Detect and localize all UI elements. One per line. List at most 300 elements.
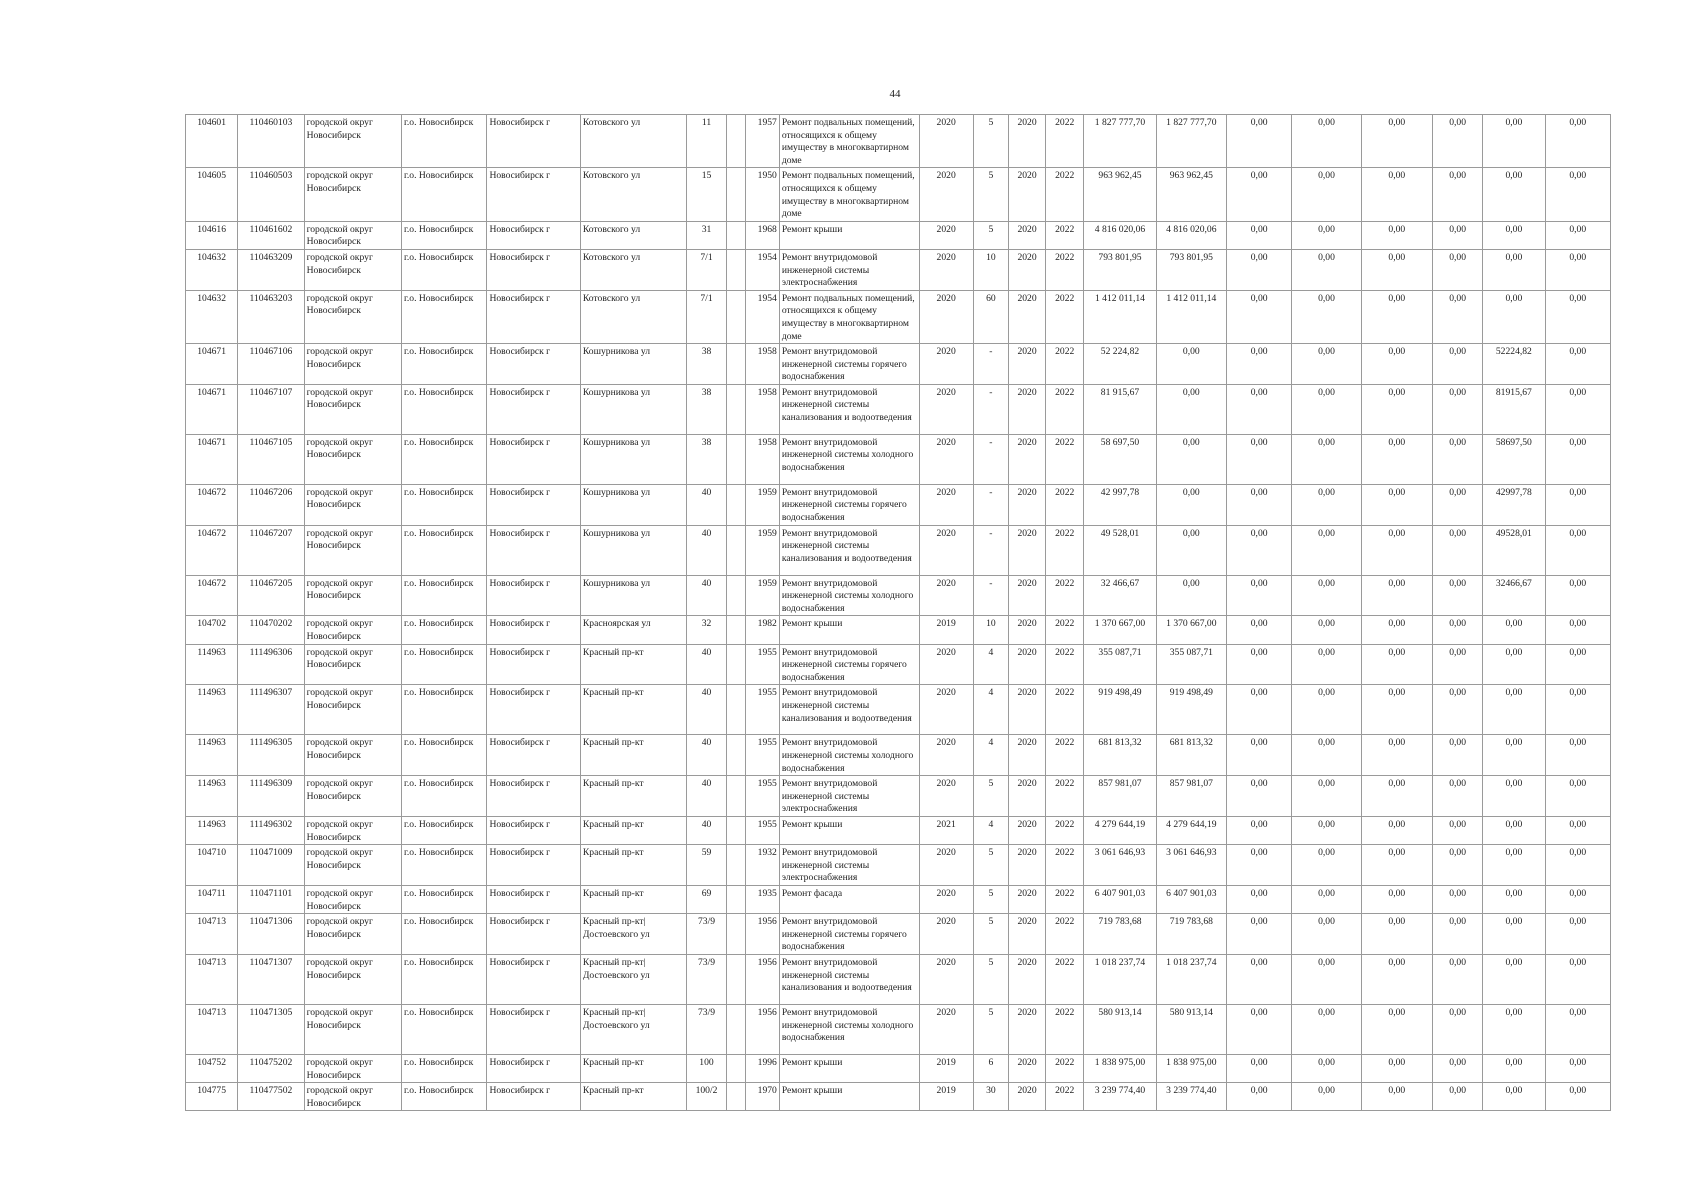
work-type-cell: Ремонт внутридомовой инженерной системы холодного водоснабжения <box>779 735 919 776</box>
work-id-cell: 111496307 <box>238 685 304 735</box>
work-id-cell: 110461602 <box>238 221 304 249</box>
district-cell: городской округ Новосибирск <box>304 914 401 955</box>
building-cell <box>726 616 745 644</box>
locality-cell: Новосибирск г <box>487 616 580 644</box>
table-row <box>186 290 1611 343</box>
year-built-cell: 1982 <box>745 616 779 644</box>
federal-cost-cell: 0,00 <box>1227 1083 1292 1111</box>
inspection-year-cell: 2020 <box>919 221 973 249</box>
federal-cost-cell: 0,00 <box>1227 616 1292 644</box>
year-built-cell: 1935 <box>745 885 779 913</box>
work-type-cell: Ремонт внутридомовой инженерной системы канализования и водоотведения <box>779 384 919 434</box>
start-year-cell: 2020 <box>1008 885 1045 913</box>
table-row <box>186 954 1611 1004</box>
wear-cell: 5 <box>973 885 1008 913</box>
street-cell: Красный пр-кт <box>580 1054 687 1082</box>
work-id-cell: 111496306 <box>238 644 304 685</box>
wear-cell: - <box>973 434 1008 484</box>
street-cell: Кошурникова ул <box>580 434 687 484</box>
regional-cost-cell: 0,00 <box>1292 616 1361 644</box>
owner-cost-cell: 0,00 <box>1432 685 1482 735</box>
street-cell: Красный пр-кт| Достоевского ул <box>580 1004 687 1054</box>
local-cost-cell: 0,00 <box>1361 776 1432 817</box>
work-type-cell: Ремонт внутридомовой инженерной системы электроснабжения <box>779 776 919 817</box>
start-year-cell: 2020 <box>1008 221 1045 249</box>
regional-cost-cell: 0,00 <box>1292 776 1361 817</box>
locality-cell: Новосибирск г <box>487 685 580 735</box>
reserve-cost-cell: 0,00 <box>1545 1004 1610 1054</box>
inspection-year-cell: 2020 <box>919 644 973 685</box>
end-year-cell: 2022 <box>1046 914 1084 955</box>
other-cost-cell: 32466,67 <box>1483 575 1545 616</box>
street-cell: Красный пр-кт <box>580 735 687 776</box>
work-id-cell: 110467207 <box>238 525 304 575</box>
inspection-year-cell: 2020 <box>919 115 973 168</box>
locality-cell: Новосибирск г <box>487 344 580 385</box>
regional-cost-cell: 0,00 <box>1292 1083 1361 1111</box>
fund-cost-cell: 0,00 <box>1156 384 1226 434</box>
house-number-cell: 73/9 <box>687 954 726 1004</box>
fund-cost-cell: 0,00 <box>1156 344 1226 385</box>
other-cost-cell: 0,00 <box>1483 845 1545 886</box>
wear-cell: 4 <box>973 685 1008 735</box>
object-id-cell: 104752 <box>186 1054 238 1082</box>
street-cell: Кошурникова ул <box>580 484 687 525</box>
object-id-cell: 114963 <box>186 776 238 817</box>
owner-cost-cell: 0,00 <box>1432 776 1482 817</box>
street-cell: Кошурникова ул <box>580 525 687 575</box>
street-cell: Котовского ул <box>580 290 687 343</box>
district-cell: городской округ Новосибирск <box>304 685 401 735</box>
building-cell <box>726 776 745 817</box>
end-year-cell: 2022 <box>1046 344 1084 385</box>
end-year-cell: 2022 <box>1046 1083 1084 1111</box>
local-cost-cell: 0,00 <box>1361 484 1432 525</box>
wear-cell: - <box>973 344 1008 385</box>
federal-cost-cell: 0,00 <box>1227 344 1292 385</box>
total-cost-cell: 1 827 777,70 <box>1084 115 1156 168</box>
district-cell: городской округ Новосибирск <box>304 885 401 913</box>
local-cost-cell: 0,00 <box>1361 115 1432 168</box>
object-id-cell: 104605 <box>186 168 238 221</box>
start-year-cell: 2020 <box>1008 115 1045 168</box>
wear-cell: 5 <box>973 1004 1008 1054</box>
municipality-cell: г.о. Новосибирск <box>402 816 487 844</box>
house-number-cell: 69 <box>687 885 726 913</box>
locality-cell: Новосибирск г <box>487 168 580 221</box>
house-number-cell: 7/1 <box>687 290 726 343</box>
local-cost-cell: 0,00 <box>1361 914 1432 955</box>
fund-cost-cell: 1 018 237,74 <box>1156 954 1226 1004</box>
building-cell <box>726 644 745 685</box>
start-year-cell: 2020 <box>1008 735 1045 776</box>
end-year-cell: 2022 <box>1046 575 1084 616</box>
building-cell <box>726 1083 745 1111</box>
regional-cost-cell: 0,00 <box>1292 344 1361 385</box>
work-type-cell: Ремонт крыши <box>779 616 919 644</box>
street-cell: Красный пр-кт <box>580 885 687 913</box>
inspection-year-cell: 2020 <box>919 885 973 913</box>
owner-cost-cell: 0,00 <box>1432 290 1482 343</box>
work-id-cell: 111496302 <box>238 816 304 844</box>
fund-cost-cell: 963 962,45 <box>1156 168 1226 221</box>
regional-cost-cell: 0,00 <box>1292 954 1361 1004</box>
year-built-cell: 1950 <box>745 168 779 221</box>
street-cell: Кошурникова ул <box>580 575 687 616</box>
table-row <box>186 344 1611 385</box>
year-built-cell: 1932 <box>745 845 779 886</box>
federal-cost-cell: 0,00 <box>1227 1054 1292 1082</box>
start-year-cell: 2020 <box>1008 776 1045 817</box>
total-cost-cell: 793 801,95 <box>1084 249 1156 290</box>
district-cell: городской округ Новосибирск <box>304 221 401 249</box>
end-year-cell: 2022 <box>1046 644 1084 685</box>
district-cell: городской округ Новосибирск <box>304 776 401 817</box>
work-id-cell: 110475202 <box>238 1054 304 1082</box>
house-number-cell: 11 <box>687 115 726 168</box>
municipality-cell: г.о. Новосибирск <box>402 221 487 249</box>
district-cell: городской округ Новосибирск <box>304 1004 401 1054</box>
regional-cost-cell: 0,00 <box>1292 644 1361 685</box>
regional-cost-cell: 0,00 <box>1292 290 1361 343</box>
wear-cell: 6 <box>973 1054 1008 1082</box>
reserve-cost-cell: 0,00 <box>1545 575 1610 616</box>
other-cost-cell: 42997,78 <box>1483 484 1545 525</box>
locality-cell: Новосибирск г <box>487 525 580 575</box>
locality-cell: Новосибирск г <box>487 249 580 290</box>
reserve-cost-cell: 0,00 <box>1545 344 1610 385</box>
year-built-cell: 1955 <box>745 685 779 735</box>
reserve-cost-cell: 0,00 <box>1545 816 1610 844</box>
street-cell: Красный пр-кт <box>580 776 687 817</box>
municipality-cell: г.о. Новосибирск <box>402 344 487 385</box>
inspection-year-cell: 2020 <box>919 954 973 1004</box>
regional-cost-cell: 0,00 <box>1292 384 1361 434</box>
house-number-cell: 40 <box>687 575 726 616</box>
work-id-cell: 110471101 <box>238 885 304 913</box>
table-row <box>186 685 1611 735</box>
end-year-cell: 2022 <box>1046 434 1084 484</box>
total-cost-cell: 857 981,07 <box>1084 776 1156 817</box>
building-cell <box>726 344 745 385</box>
locality-cell: Новосибирск г <box>487 221 580 249</box>
building-cell <box>726 1054 745 1082</box>
start-year-cell: 2020 <box>1008 525 1045 575</box>
work-type-cell: Ремонт крыши <box>779 816 919 844</box>
street-cell: Красный пр-кт <box>580 816 687 844</box>
building-cell <box>726 384 745 434</box>
building-cell <box>726 954 745 1004</box>
house-number-cell: 73/9 <box>687 914 726 955</box>
local-cost-cell: 0,00 <box>1361 616 1432 644</box>
start-year-cell: 2020 <box>1008 1083 1045 1111</box>
fund-cost-cell: 681 813,32 <box>1156 735 1226 776</box>
other-cost-cell: 0,00 <box>1483 685 1545 735</box>
locality-cell: Новосибирск г <box>487 384 580 434</box>
table-row <box>186 168 1611 221</box>
house-number-cell: 100/2 <box>687 1083 726 1111</box>
owner-cost-cell: 0,00 <box>1432 575 1482 616</box>
street-cell: Котовского ул <box>580 168 687 221</box>
municipality-cell: г.о. Новосибирск <box>402 1054 487 1082</box>
fund-cost-cell: 919 498,49 <box>1156 685 1226 735</box>
regional-cost-cell: 0,00 <box>1292 221 1361 249</box>
federal-cost-cell: 0,00 <box>1227 885 1292 913</box>
end-year-cell: 2022 <box>1046 885 1084 913</box>
owner-cost-cell: 0,00 <box>1432 484 1482 525</box>
wear-cell: 60 <box>973 290 1008 343</box>
district-cell: городской округ Новосибирск <box>304 525 401 575</box>
reserve-cost-cell: 0,00 <box>1545 735 1610 776</box>
locality-cell: Новосибирск г <box>487 115 580 168</box>
end-year-cell: 2022 <box>1046 735 1084 776</box>
house-number-cell: 32 <box>687 616 726 644</box>
building-cell <box>726 115 745 168</box>
locality-cell: Новосибирск г <box>487 434 580 484</box>
municipality-cell: г.о. Новосибирск <box>402 575 487 616</box>
work-id-cell: 110463203 <box>238 290 304 343</box>
other-cost-cell: 0,00 <box>1483 616 1545 644</box>
total-cost-cell: 1 018 237,74 <box>1084 954 1156 1004</box>
reserve-cost-cell: 0,00 <box>1545 525 1610 575</box>
total-cost-cell: 1 370 667,00 <box>1084 616 1156 644</box>
reserve-cost-cell: 0,00 <box>1545 776 1610 817</box>
house-number-cell: 73/9 <box>687 1004 726 1054</box>
start-year-cell: 2020 <box>1008 845 1045 886</box>
work-type-cell: Ремонт подвальных помещений, относящихся к общему имуществу в многоквартирном доме <box>779 168 919 221</box>
work-type-cell: Ремонт фасада <box>779 885 919 913</box>
street-cell: Красный пр-кт <box>580 1083 687 1111</box>
house-number-cell: 38 <box>687 384 726 434</box>
municipality-cell: г.о. Новосибирск <box>402 434 487 484</box>
owner-cost-cell: 0,00 <box>1432 249 1482 290</box>
street-cell: Красный пр-кт <box>580 644 687 685</box>
table-body <box>186 115 1611 1111</box>
regional-cost-cell: 0,00 <box>1292 685 1361 735</box>
owner-cost-cell: 0,00 <box>1432 816 1482 844</box>
fund-cost-cell: 3 239 774,40 <box>1156 1083 1226 1111</box>
locality-cell: Новосибирск г <box>487 1054 580 1082</box>
district-cell: городской округ Новосибирск <box>304 575 401 616</box>
object-id-cell: 104713 <box>186 954 238 1004</box>
municipality-cell: г.о. Новосибирск <box>402 885 487 913</box>
start-year-cell: 2020 <box>1008 344 1045 385</box>
start-year-cell: 2020 <box>1008 290 1045 343</box>
total-cost-cell: 1 412 011,14 <box>1084 290 1156 343</box>
work-type-cell: Ремонт внутридомовой инженерной системы электроснабжения <box>779 845 919 886</box>
owner-cost-cell: 0,00 <box>1432 525 1482 575</box>
start-year-cell: 2020 <box>1008 914 1045 955</box>
district-cell: городской округ Новосибирск <box>304 384 401 434</box>
work-type-cell: Ремонт внутридомовой инженерной системы канализования и водоотведения <box>779 954 919 1004</box>
district-cell: городской округ Новосибирск <box>304 484 401 525</box>
local-cost-cell: 0,00 <box>1361 885 1432 913</box>
regional-cost-cell: 0,00 <box>1292 168 1361 221</box>
reserve-cost-cell: 0,00 <box>1545 290 1610 343</box>
local-cost-cell: 0,00 <box>1361 735 1432 776</box>
building-cell <box>726 221 745 249</box>
house-number-cell: 40 <box>687 484 726 525</box>
house-number-cell: 38 <box>687 434 726 484</box>
local-cost-cell: 0,00 <box>1361 845 1432 886</box>
end-year-cell: 2022 <box>1046 1004 1084 1054</box>
inspection-year-cell: 2020 <box>919 384 973 434</box>
house-number-cell: 100 <box>687 1054 726 1082</box>
reserve-cost-cell: 0,00 <box>1545 885 1610 913</box>
reserve-cost-cell: 0,00 <box>1545 685 1610 735</box>
regional-cost-cell: 0,00 <box>1292 845 1361 886</box>
regional-cost-cell: 0,00 <box>1292 1004 1361 1054</box>
building-cell <box>726 885 745 913</box>
start-year-cell: 2020 <box>1008 249 1045 290</box>
table-row <box>186 885 1611 913</box>
federal-cost-cell: 0,00 <box>1227 816 1292 844</box>
federal-cost-cell: 0,00 <box>1227 221 1292 249</box>
start-year-cell: 2020 <box>1008 168 1045 221</box>
federal-cost-cell: 0,00 <box>1227 776 1292 817</box>
table-row <box>186 845 1611 886</box>
wear-cell: 5 <box>973 776 1008 817</box>
federal-cost-cell: 0,00 <box>1227 644 1292 685</box>
regional-cost-cell: 0,00 <box>1292 115 1361 168</box>
federal-cost-cell: 0,00 <box>1227 914 1292 955</box>
district-cell: городской округ Новосибирск <box>304 1083 401 1111</box>
house-number-cell: 31 <box>687 221 726 249</box>
building-cell <box>726 575 745 616</box>
inspection-year-cell: 2020 <box>919 685 973 735</box>
federal-cost-cell: 0,00 <box>1227 685 1292 735</box>
municipality-cell: г.о. Новосибирск <box>402 115 487 168</box>
object-id-cell: 104632 <box>186 290 238 343</box>
start-year-cell: 2020 <box>1008 434 1045 484</box>
building-cell <box>726 525 745 575</box>
work-type-cell: Ремонт внутридомовой инженерной системы холодного водоснабжения <box>779 575 919 616</box>
object-id-cell: 104713 <box>186 1004 238 1054</box>
street-cell: Красноярская ул <box>580 616 687 644</box>
object-id-cell: 104775 <box>186 1083 238 1111</box>
work-type-cell: Ремонт крыши <box>779 1054 919 1082</box>
total-cost-cell: 4 816 020,06 <box>1084 221 1156 249</box>
fund-cost-cell: 3 061 646,93 <box>1156 845 1226 886</box>
end-year-cell: 2022 <box>1046 249 1084 290</box>
total-cost-cell: 52 224,82 <box>1084 344 1156 385</box>
inspection-year-cell: 2020 <box>919 914 973 955</box>
local-cost-cell: 0,00 <box>1361 384 1432 434</box>
owner-cost-cell: 0,00 <box>1432 1083 1482 1111</box>
work-id-cell: 110470202 <box>238 616 304 644</box>
start-year-cell: 2020 <box>1008 954 1045 1004</box>
regional-cost-cell: 0,00 <box>1292 1054 1361 1082</box>
fund-cost-cell: 1 370 667,00 <box>1156 616 1226 644</box>
building-cell <box>726 845 745 886</box>
local-cost-cell: 0,00 <box>1361 525 1432 575</box>
inspection-year-cell: 2020 <box>919 434 973 484</box>
year-built-cell: 1959 <box>745 575 779 616</box>
fund-cost-cell: 1 827 777,70 <box>1156 115 1226 168</box>
locality-cell: Новосибирск г <box>487 290 580 343</box>
other-cost-cell: 49528,01 <box>1483 525 1545 575</box>
fund-cost-cell: 0,00 <box>1156 484 1226 525</box>
total-cost-cell: 58 697,50 <box>1084 434 1156 484</box>
federal-cost-cell: 0,00 <box>1227 735 1292 776</box>
locality-cell: Новосибирск г <box>487 845 580 886</box>
municipality-cell: г.о. Новосибирск <box>402 384 487 434</box>
page-number: 44 <box>889 88 901 100</box>
fund-cost-cell: 793 801,95 <box>1156 249 1226 290</box>
end-year-cell: 2022 <box>1046 484 1084 525</box>
federal-cost-cell: 0,00 <box>1227 484 1292 525</box>
house-number-cell: 40 <box>687 816 726 844</box>
work-type-cell: Ремонт крыши <box>779 1083 919 1111</box>
locality-cell: Новосибирск г <box>487 954 580 1004</box>
reserve-cost-cell: 0,00 <box>1545 384 1610 434</box>
reserve-cost-cell: 0,00 <box>1545 249 1610 290</box>
reserve-cost-cell: 0,00 <box>1545 845 1610 886</box>
municipality-cell: г.о. Новосибирск <box>402 525 487 575</box>
inspection-year-cell: 2020 <box>919 168 973 221</box>
total-cost-cell: 919 498,49 <box>1084 685 1156 735</box>
end-year-cell: 2022 <box>1046 525 1084 575</box>
fund-cost-cell: 4 816 020,06 <box>1156 221 1226 249</box>
wear-cell: 5 <box>973 954 1008 1004</box>
locality-cell: Новосибирск г <box>487 644 580 685</box>
wear-cell: 5 <box>973 115 1008 168</box>
year-built-cell: 1955 <box>745 735 779 776</box>
year-built-cell: 1955 <box>745 776 779 817</box>
inspection-year-cell: 2020 <box>919 735 973 776</box>
wear-cell: - <box>973 484 1008 525</box>
locality-cell: Новосибирск г <box>487 735 580 776</box>
table-row <box>186 1083 1611 1111</box>
fund-cost-cell: 1 412 011,14 <box>1156 290 1226 343</box>
house-number-cell: 40 <box>687 525 726 575</box>
year-built-cell: 1968 <box>745 221 779 249</box>
end-year-cell: 2022 <box>1046 685 1084 735</box>
work-type-cell: Ремонт внутридомовой инженерной системы горячего водоснабжения <box>779 644 919 685</box>
local-cost-cell: 0,00 <box>1361 954 1432 1004</box>
work-id-cell: 110463209 <box>238 249 304 290</box>
federal-cost-cell: 0,00 <box>1227 249 1292 290</box>
local-cost-cell: 0,00 <box>1361 434 1432 484</box>
work-id-cell: 110471009 <box>238 845 304 886</box>
other-cost-cell: 0,00 <box>1483 954 1545 1004</box>
district-cell: городской округ Новосибирск <box>304 616 401 644</box>
building-cell <box>726 249 745 290</box>
start-year-cell: 2020 <box>1008 816 1045 844</box>
other-cost-cell: 0,00 <box>1483 1004 1545 1054</box>
regional-cost-cell: 0,00 <box>1292 525 1361 575</box>
inspection-year-cell: 2019 <box>919 1054 973 1082</box>
municipality-cell: г.о. Новосибирск <box>402 954 487 1004</box>
municipality-cell: г.о. Новосибирск <box>402 1083 487 1111</box>
work-id-cell: 110471305 <box>238 1004 304 1054</box>
object-id-cell: 104616 <box>186 221 238 249</box>
table-row <box>186 816 1611 844</box>
work-type-cell: Ремонт подвальных помещений, относящихся к общему имуществу в многоквартирном доме <box>779 290 919 343</box>
inspection-year-cell: 2019 <box>919 616 973 644</box>
owner-cost-cell: 0,00 <box>1432 954 1482 1004</box>
building-cell <box>726 1004 745 1054</box>
year-built-cell: 1958 <box>745 434 779 484</box>
district-cell: городской округ Новосибирск <box>304 954 401 1004</box>
municipality-cell: г.о. Новосибирск <box>402 616 487 644</box>
district-cell: городской округ Новосибирск <box>304 434 401 484</box>
work-type-cell: Ремонт внутридомовой инженерной системы горячего водоснабжения <box>779 484 919 525</box>
federal-cost-cell: 0,00 <box>1227 290 1292 343</box>
federal-cost-cell: 0,00 <box>1227 168 1292 221</box>
building-cell <box>726 484 745 525</box>
municipality-cell: г.о. Новосибирск <box>402 249 487 290</box>
